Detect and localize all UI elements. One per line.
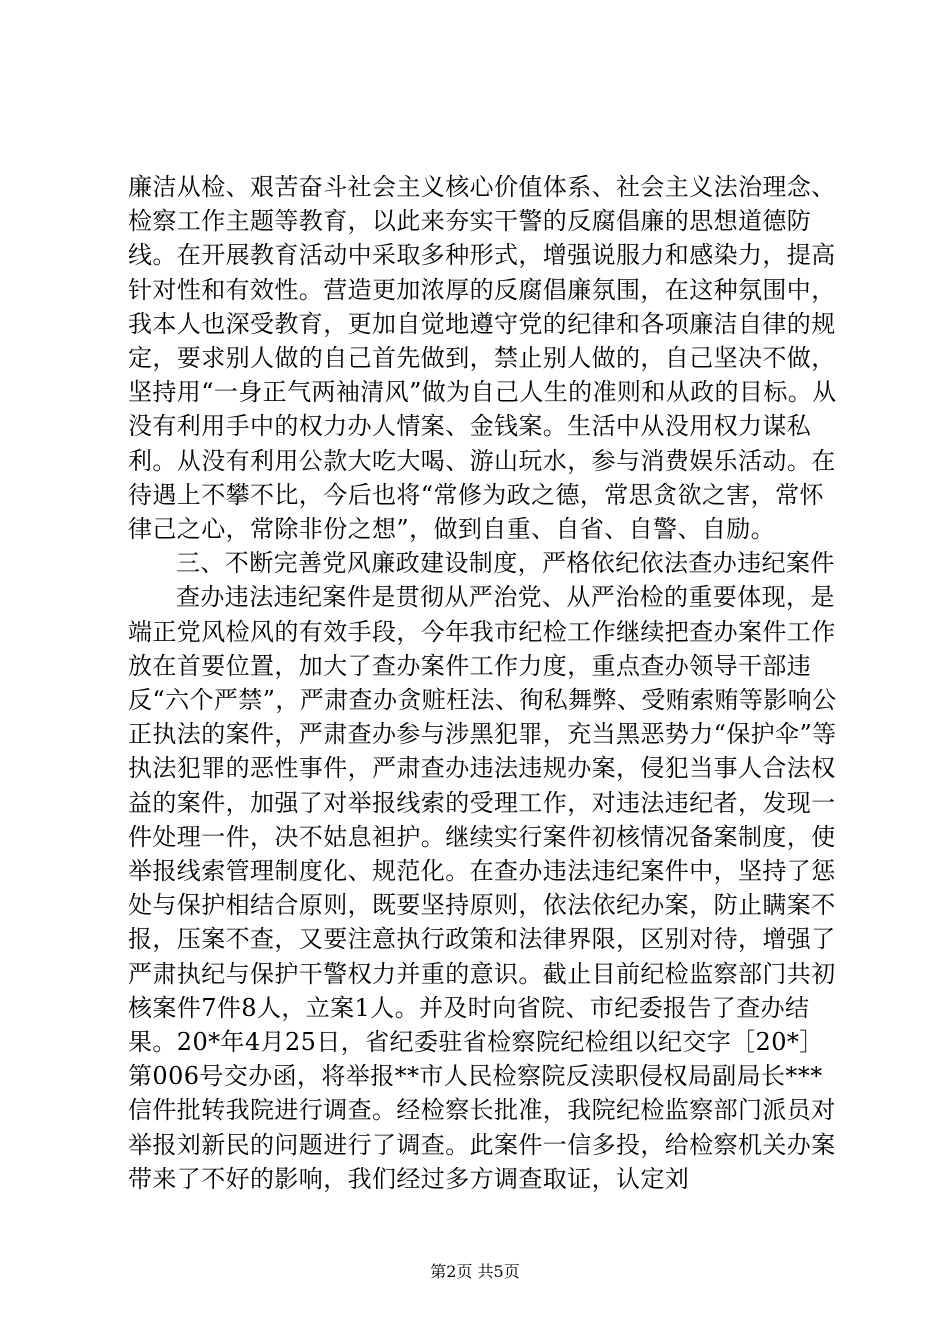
- section-heading-3: 三、不断完善党风廉政建设制度，严格依纪依法查办违纪案件: [176, 549, 835, 578]
- page-footer: [0, 1262, 950, 1282]
- document-body: [128, 170, 838, 1196]
- paragraph-case-handling: 查办违法违纪案件是贯彻从严治党、从严治检的重要体现，是端正党风检风的有效手段，今年我市纪检工作继续把查办案件工作放在首要位置，加大了查办案件工作力度，重点查办领导干部违反“六个严禁”，严肃查办贪赃枉法、徇私舞弊、受贿索贿等影响公正执法的案件，严肃查办参与涉黑犯罪，充当黑恶势力“保护伞”等执法犯罪的恶性事件，严肃查办违法违规办案，侵犯当事人合法权益的案件，加强了对举报线索的受理工作，对违法违纪者，发现一件处理一件，决不姑息袒护。继续实行案件初核情况备案制度，使举报线索管理制度化、规范化。在查办违法违纪案件中，坚持了惩处与保护相结合原则，既要坚持原则，依法依纪办案，防止瞒案不报，压案不查，又要注意执行政策和法律界限，区别对待，增强了严肃执纪与保护干警权力并重的意识。截止目前纪检监察部门共初核案件7件8人，立案1人。并及时向省院、市纪委报告了查办结果。20*年4月25日，省纪委驻省检察院纪检组以纪交字［20*］第006号交办函，将举报**市人民检察院反渎职侵权局副局长***信件批转我院进行调查。经检察长批准，我院纪检监察部门派员对举报刘新民的问题进行了调查。此案件一信多投，给检察机关办案带来了不好的影响，我们经过多方调查取证，认定刘: [128, 583, 837, 1193]
- page-number: 第2页 共5页: [430, 1262, 520, 1281]
- paragraph-continuation: 廉洁从检、艰苦奋斗社会主义核心价值体系、社会主义法治理念、检察工作主题等教育，以此来夯实干警的反腐倡廉的思想道德防线。在开展教育活动中采取多种形式，增强说服力和感染力，提高针对性和有效性。营造更加浓厚的反腐倡廉氛围，在这种氛围中，我本人也深受教育，更加自觉地遵守党的纪律和各项廉洁自律的规定，要求别人做的自己首先做到，禁止别人做的，自己坚决不做，坚持用“一身正气两袖清风”做为自己人生的准则和从政的目标。从没有利用手中的权力办人情案、金钱案。生活中从没用权力谋私利。从没有利用公款大吃大喝、游山玩水，参与消费娱乐活动。在待遇上不攀不比，今后也将“常修为政之德，常思贪欲之害，常怀律己之心，常除非份之想”，做到自重、自省、自警、自励。: [128, 173, 837, 544]
